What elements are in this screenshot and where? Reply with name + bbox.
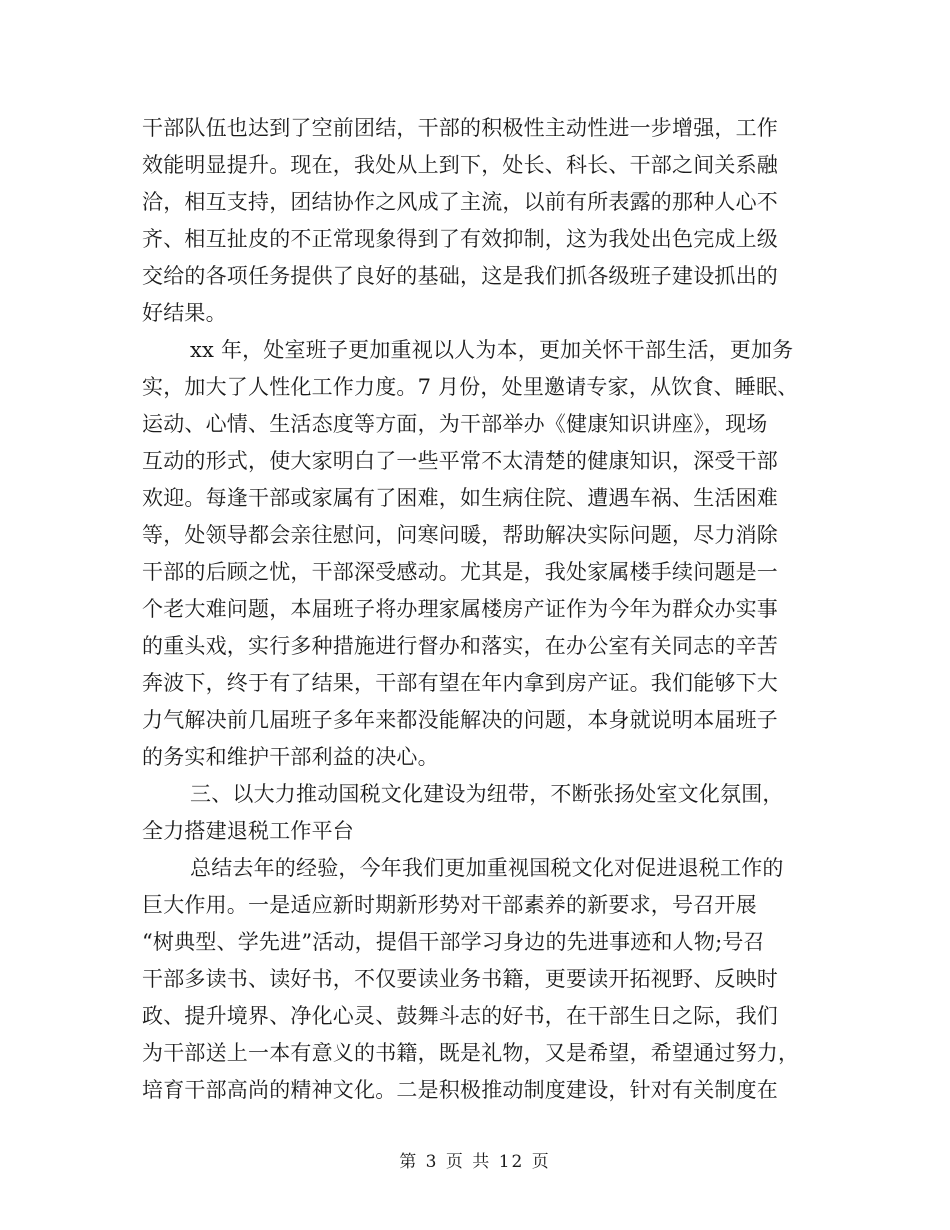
text-line: 为干部送上一本有意义的书籍，既是礼物，又是希望，希望通过努力， (142, 1041, 800, 1065)
text-line: 的务实和维护干部利益的决心。 (142, 745, 439, 769)
text-line: 干部的后顾之忧，干部深受感动。尤其是，我处家属楼手续问题是一 (142, 560, 778, 584)
text-line: 培育干部高尚的精神文化。二是积极推动制度建设，针对有关制度在 (142, 1078, 778, 1102)
text-line: 齐、相互扯皮的不正常现象得到了有效抑制，这为我处出色完成上级 (142, 227, 778, 251)
text-line: 运动、心情、生活态度等方面，为干部举办《健康知识讲座》，现场 (142, 412, 768, 436)
text-line: 实，加大了人性化工作力度。7 月份，处里邀请专家，从饮食、睡眠、 (142, 375, 799, 399)
text-line: 巨大作用。一是适应新时期新形势对干部素养的新要求，号召开展 (142, 893, 757, 917)
text-line: 政、提升境界、净化心灵、鼓舞斗志的好书，在干部生日之际，我们 (142, 1004, 778, 1028)
page-number-footer: 第 3 页 共 12 页 (399, 1152, 551, 1172)
text-line: 效能明显提升。现在，我处从上到下，处长、科长、干部之间关系融 (142, 153, 778, 177)
text-line: 欢迎。每逢干部或家属有了困难，如生病住院、遭遇车祸、生活困难 (142, 486, 778, 510)
text-line: 的重头戏，实行多种措施进行督办和落实，在办公室有关同志的辛苦 (142, 634, 778, 658)
text-line: 互动的形式，使大家明白了一些平常不太清楚的健康知识，深受干部 (142, 449, 778, 473)
text-line: 奔波下，终于有了结果，干部有望在年内拿到房产证。我们能够下大 (142, 671, 778, 695)
paragraph-start-line: 总结去年的经验，今年我们更加重视国税文化对促进退税工作的 (190, 856, 784, 880)
text-line: 等，处领导都会亲往慰问，问寒问暖，帮助解决实际问题，尽力消除 (142, 523, 778, 547)
text-line: 力气解决前几届班子多年来都没能解决的问题，本身就说明本届班子 (142, 708, 778, 732)
section-heading-line: 全力搭建退税工作平台 (142, 819, 354, 843)
paragraph-start-line: xx 年，处室班子更加重视以人为本，更加关怀干部生活，更加务 (190, 338, 794, 362)
text-line: 交给的各项任务提供了良好的基础，这是我们抓各级班子建设抓出的 (142, 264, 778, 288)
section-heading-line: 三、以大力推动国税文化建设为纽带，不断张扬处室文化氛围， (190, 782, 784, 806)
text-line: 好结果。 (142, 301, 227, 325)
body-text (142, 110, 802, 1109)
text-line: 洽，相互支持，团结协作之风成了主流，以前有所表露的那种人心不 (142, 190, 778, 214)
text-line: 干部多读书、读好书，不仅要读业务书籍，更要读开拓视野、反映时 (142, 967, 778, 991)
text-line: 个老大难问题，本届班子将办理家属楼房产证作为今年为群众办实事 (142, 597, 778, 621)
text-line: 干部队伍也达到了空前团结，干部的积极性主动性进一步增强，工作 (142, 116, 778, 140)
text-line: “树典型、学先进”活动，提倡干部学习身边的先进事迹和人物;号召 (142, 930, 765, 954)
